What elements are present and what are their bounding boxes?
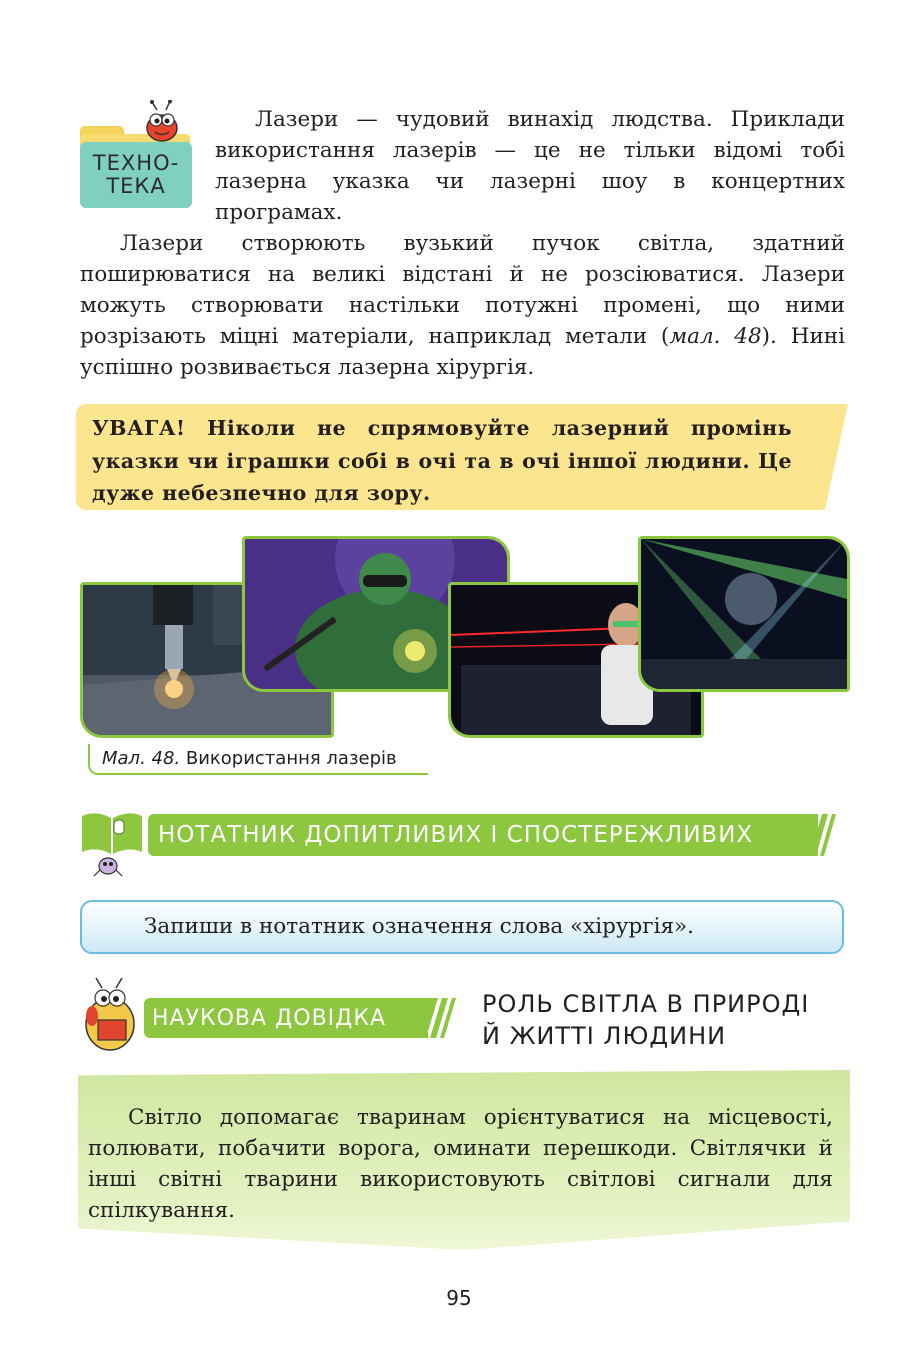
notebook-section-banner: НОТАТНИК ДОПИТЛИВИХ І СПОСТЕРЕЖЛИВИХ (148, 814, 818, 856)
reference-slashes-icon (418, 998, 458, 1038)
warning-text: УВАГА! Ніколи не спрямовуйте лазерний промінь указки чи іграшки собі в очі та в очі іншої людини. Це дуже небезпечно для зору. (92, 416, 792, 505)
laser-text-before: Лазери створюють вузький пучок світла, здатний поширюватися на великі відстані й не розсіюватися. Лазери можуть створювати настільки потужні промені, що ними розрізають міцні матеріали, наприклад метали ( (80, 231, 845, 349)
laser-text-after: ). Нині успішно розвивається лазерна хірургія. (80, 324, 845, 380)
figure-reference: мал. 48 (669, 324, 762, 349)
section-title-line-2: Й ЖИТТІ ЛЮДИНИ (482, 1022, 727, 1050)
ladybug-mascot-icon (142, 100, 182, 144)
banner-slashes-icon (798, 814, 838, 856)
task-text: Запиши в нотатник означення слова «хірургія». (144, 914, 695, 939)
figure-caption (88, 744, 428, 775)
badge-line-2: ТЕКА (106, 174, 166, 198)
section-title (482, 988, 862, 1052)
reference-section-banner: НАУКОВА ДОВІДКА (144, 998, 428, 1038)
badge-line-1: ТЕХНО- (92, 151, 180, 175)
open-book-icon (78, 808, 146, 880)
laser-paragraph (80, 228, 845, 383)
reading-bug-mascot-icon (80, 976, 142, 1052)
photo-laser-show (638, 536, 850, 692)
caption-label: Мал. 48. (102, 748, 181, 769)
page-number: 95 (446, 1286, 472, 1310)
intro-paragraph: Лазери — чудовий винахід людства. Приклади використання лазерів — це не тільки відомі тобі лазерна указка чи лазерні шоу в концертних програмах. (215, 107, 845, 225)
caption-text: Використання лазерів (180, 748, 397, 769)
folder-front (80, 142, 192, 208)
info-text: Світло допомагає тваринам орієнтуватися на місцевості, полювати, побачити ворога, оминати перешкоди. Світлячки й інші світні тварини використовують світлові сигнали для спілкування. (88, 1105, 833, 1223)
section-title-line-1: РОЛЬ СВІТЛА В ПРИРОДІ (482, 990, 810, 1018)
